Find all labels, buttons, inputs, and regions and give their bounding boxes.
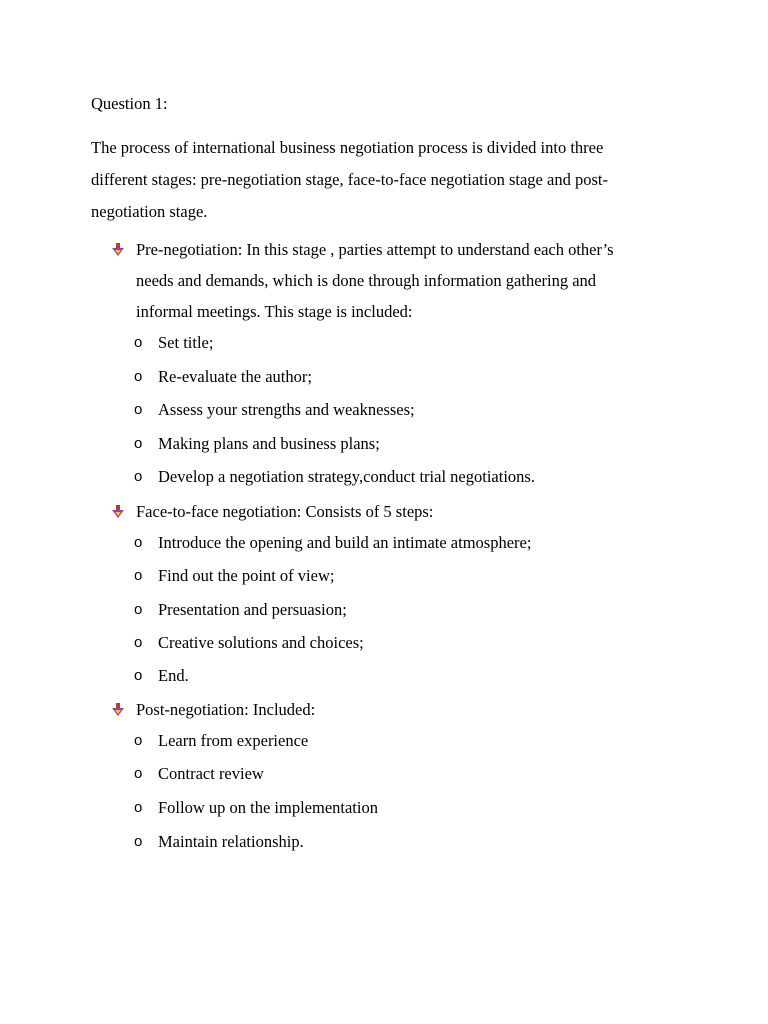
list-item (0, 631, 768, 655)
list-item-text: Follow up on the implementation (158, 798, 378, 817)
arrow-down-bullet-icon (111, 703, 125, 717)
list-item (0, 729, 768, 753)
circle-bullet-icon: o (134, 534, 143, 551)
circle-bullet-icon: o (134, 468, 143, 485)
section-line: needs and demands, which is done through information gathering and (136, 271, 597, 290)
circle-bullet-icon: o (134, 799, 143, 816)
list-item (0, 564, 768, 588)
list-item (0, 331, 768, 355)
circle-bullet-icon: o (134, 334, 143, 351)
list-item-text: Develop a negotiation strategy,conduct trial negotiations. (158, 467, 535, 486)
section-line: informal meetings. This stage is included: (136, 302, 413, 321)
section-text (136, 234, 656, 327)
list-item-text: Introduce the opening and build an intimate atmosphere; (158, 533, 532, 552)
circle-bullet-icon: o (134, 601, 143, 618)
section-line: Pre-negotiation: In this stage , parties attempt to understand each other’s (136, 240, 614, 259)
list-item-text: Set title; (158, 333, 214, 352)
list-item-text: Creative solutions and choices; (158, 633, 364, 652)
list-item (0, 830, 768, 854)
circle-bullet-icon: o (134, 732, 143, 749)
list-item-text: Contract review (158, 764, 264, 783)
circle-bullet-icon: o (134, 765, 143, 782)
circle-bullet-icon: o (134, 634, 143, 651)
circle-bullet-icon: o (134, 368, 143, 385)
list-item-text: Making plans and business plans; (158, 434, 380, 453)
list-item (0, 598, 768, 622)
section-text (136, 694, 656, 725)
circle-bullet-icon: o (134, 435, 143, 452)
list-item-text: Presentation and persuasion; (158, 600, 347, 619)
circle-bullet-icon: o (134, 667, 143, 684)
intro-line: The process of international business negotiation process is divided into three (91, 138, 604, 157)
list-item (0, 531, 768, 555)
list-item (0, 465, 768, 489)
list-item-text: Find out the point of view; (158, 566, 335, 585)
list-item (0, 432, 768, 456)
arrow-down-bullet-icon (111, 243, 125, 257)
list-item (0, 762, 768, 786)
list-item (0, 365, 768, 389)
section-text (136, 496, 656, 527)
list-item-text: Re-evaluate the author; (158, 367, 312, 386)
list-item-text: Assess your strengths and weaknesses; (158, 400, 415, 419)
list-item (0, 398, 768, 422)
circle-bullet-icon: o (134, 401, 143, 418)
question-heading: Question 1: (91, 94, 168, 113)
list-item-text: End. (158, 666, 189, 685)
section-line: Face-to-face negotiation: Consists of 5 steps: (136, 502, 434, 521)
section-line: Post-negotiation: Included: (136, 700, 316, 719)
list-item (0, 664, 768, 688)
intro-paragraph (91, 132, 651, 228)
intro-line: different stages: pre-negotiation stage, face-to-face negotiation stage and post- (91, 170, 608, 189)
list-item-text: Learn from experience (158, 731, 309, 750)
list-item (0, 796, 768, 820)
intro-line: negotiation stage. (91, 202, 208, 221)
arrow-down-bullet-icon (111, 505, 125, 519)
list-item-text: Maintain relationship. (158, 832, 304, 851)
circle-bullet-icon: o (134, 567, 143, 584)
circle-bullet-icon: o (134, 833, 143, 850)
